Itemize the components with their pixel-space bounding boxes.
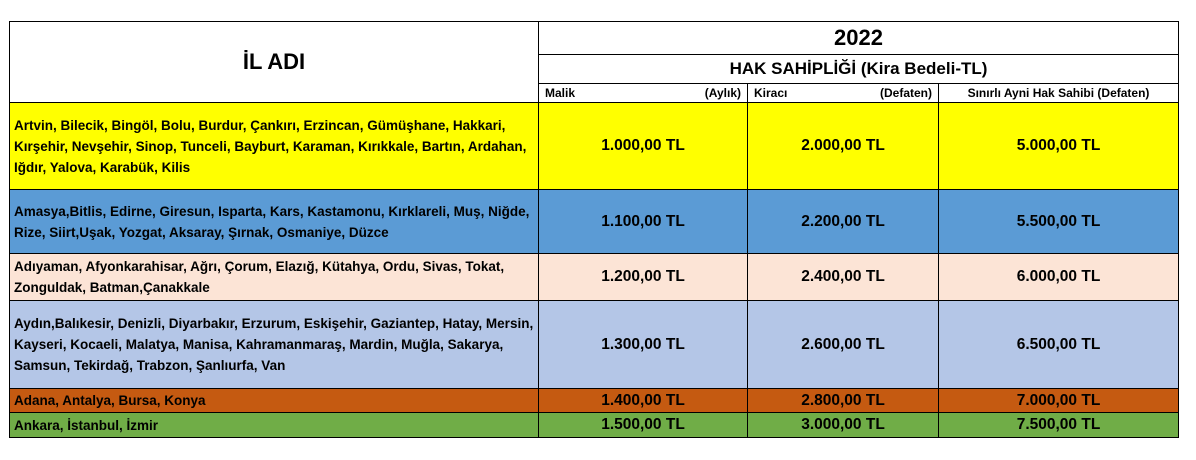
province-list: Artvin, Bilecik, Bingöl, Bolu, Burdur, Çankırı, Erzincan, Gümüşhane, Hakkari, Kırşehir, Nevşehir, Sinop, Tunceli, Bayburt, Karaman, Kırıkkale, Bartın, Ardahan, Iğdır, Yalova, Karabük, Kilis (10, 103, 539, 190)
province-list: Aydın,Balıkesir, Denizli, Diyarbakır, Erzurum, Eskişehir, Gaziantep, Hatay, Mersin, Kayseri, Kocaeli, Malatya, Manisa, Kahramanmaraş, Mardin, Muğla, Sakarya, Samsun, Tekirdağ, Trabzon, Şanlıurfa, Van (10, 301, 539, 389)
sinirli-header: Sınırlı Ayni Hak Sahibi (Defaten) (939, 84, 1179, 103)
table-row (10, 301, 1179, 389)
kiraci-value: 2.800,00 TL (748, 389, 939, 413)
malik-value: 1.400,00 TL (539, 389, 748, 413)
malik-label: Malik (545, 86, 576, 100)
malik-value: 1.200,00 TL (539, 254, 748, 301)
sinirli-value: 5.000,00 TL (939, 103, 1179, 190)
kiraci-value: 2.400,00 TL (748, 254, 939, 301)
sinirli-value: 6.500,00 TL (939, 301, 1179, 389)
table-row (10, 190, 1179, 254)
sinirli-value: 5.500,00 TL (939, 190, 1179, 254)
kiraci-label: Kiracı (754, 86, 788, 100)
sinirli-value: 6.000,00 TL (939, 254, 1179, 301)
year-header: 2022 (539, 22, 1179, 55)
province-list: Adana, Antalya, Bursa, Konya (10, 389, 539, 413)
group-header: HAK SAHİPLİĞİ (Kira Bedeli-TL) (539, 55, 1179, 84)
table-row (10, 413, 1179, 438)
table-row (10, 254, 1179, 301)
kiraci-unit: (Defaten) (879, 86, 932, 100)
province-list: Ankara, İstanbul, İzmir (10, 413, 539, 438)
malik-value: 1.500,00 TL (539, 413, 748, 438)
sinirli-value: 7.500,00 TL (939, 413, 1179, 438)
malik-header (539, 84, 748, 103)
malik-value: 1.100,00 TL (539, 190, 748, 254)
sinirli-value: 7.000,00 TL (939, 389, 1179, 413)
rent-table (9, 21, 1179, 438)
table-row (10, 389, 1179, 413)
table-row (10, 103, 1179, 190)
malik-value: 1.000,00 TL (539, 103, 748, 190)
malik-unit: (Aylık) (704, 86, 741, 100)
malik-value: 1.300,00 TL (539, 301, 748, 389)
kiraci-value: 3.000,00 TL (748, 413, 939, 438)
province-list: Amasya,Bitlis, Edirne, Giresun, Isparta, Kars, Kastamonu, Kırklareli, Muş, Niğde, Rize, Siirt,Uşak, Yozgat, Aksaray, Şırnak, Osmaniye, Düzce (10, 190, 539, 254)
kiraci-value: 2.600,00 TL (748, 301, 939, 389)
header-row-year (10, 22, 1179, 55)
province-column-header: İL ADI (10, 22, 539, 103)
kiraci-header (748, 84, 939, 103)
kiraci-value: 2.200,00 TL (748, 190, 939, 254)
province-list: Adıyaman, Afyonkarahisar, Ağrı, Çorum, Elazığ, Kütahya, Ordu, Sivas, Tokat, Zonguldak, Batman,Çanakkale (10, 254, 539, 301)
kiraci-value: 2.000,00 TL (748, 103, 939, 190)
